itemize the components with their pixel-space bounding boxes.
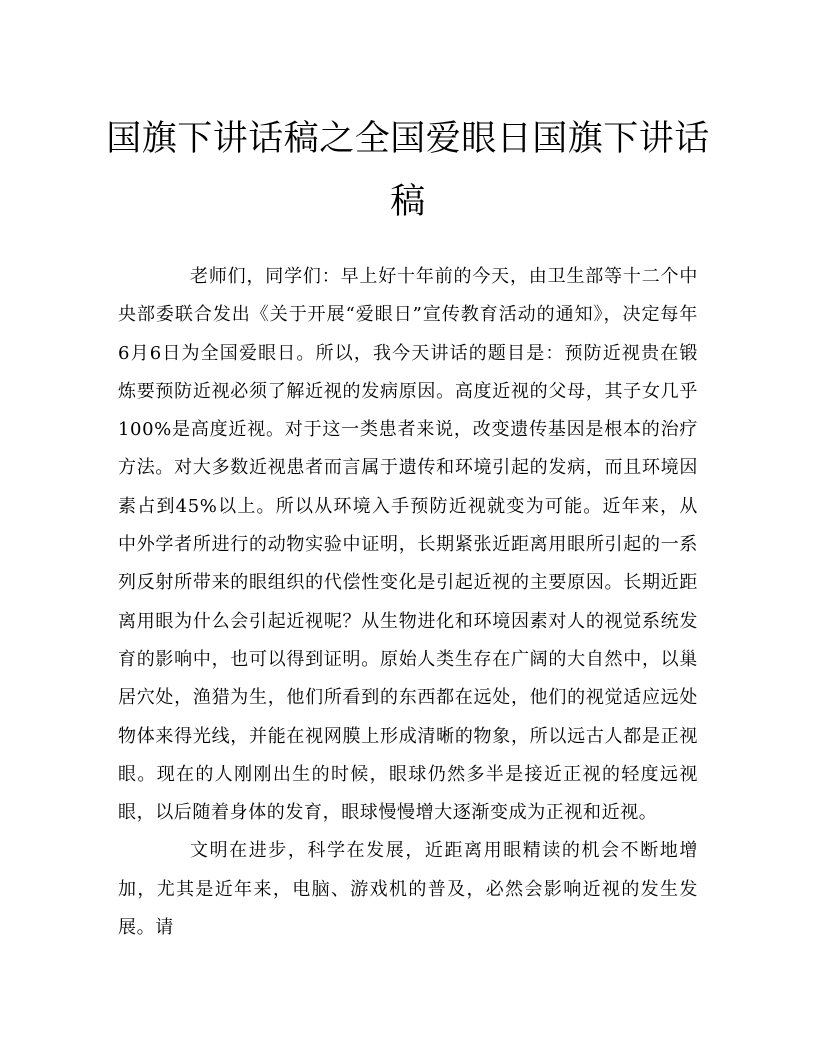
paragraph-1: 老师们，同学们：早上好十年前的今天，由卫生部等十二个中央部委联合发出《关于开展“爱眼日”宣传教育活动的通知》，决定每年6月6日为全国爱眼日。所以，我今天讲话的题目是：预防近视贵在锻炼要预防近视必须了解近视的发病原因。高度近视的父母，其子女几乎100%是高度近视。对于这一类患者来说，改变遗传基因是根本的治疗方法。对大多数近视患者而言属于遗传和环境引起的发病，而且环境因素占到45%以上。所以从环境入手预防近视就变为可能。近年来，从中外学者所进行的动物实验中证明，长期紧张近距离用眼所引起的一系列反射所带来的眼组织的代偿性变化是引起近视的主要原因。长期近距离用眼为什么会引起近视呢？从生物进化和环境因素对人的视觉系统发育的影响中，也可以得到证明。原始人类生存在广阔的大自然中，以巢居穴处，渔猎为生，他们所看到的东西都在远处，他们的视觉适应远处物体来得光线，并能在视网膜上形成清晰的物象，所以远古人都是正视眼。现在的人刚刚出生的时候，眼球仍然多半是接近正视的轻度远视眼，以后随着身体的发育，眼球慢慢增大逐渐变成为正视和近视。	[118, 266, 698, 824]
document-title: 国旗下讲话稿之全国爱眼日国旗下讲话稿	[106, 119, 710, 222]
paragraph-2: 文明在进步，科学在发展，近距离用眼精读的机会不断地增加，尤其是近年来，电脑、游戏机的普及，必然会影响近视的发生发展。请	[118, 840, 698, 939]
document-body	[118, 258, 698, 947]
